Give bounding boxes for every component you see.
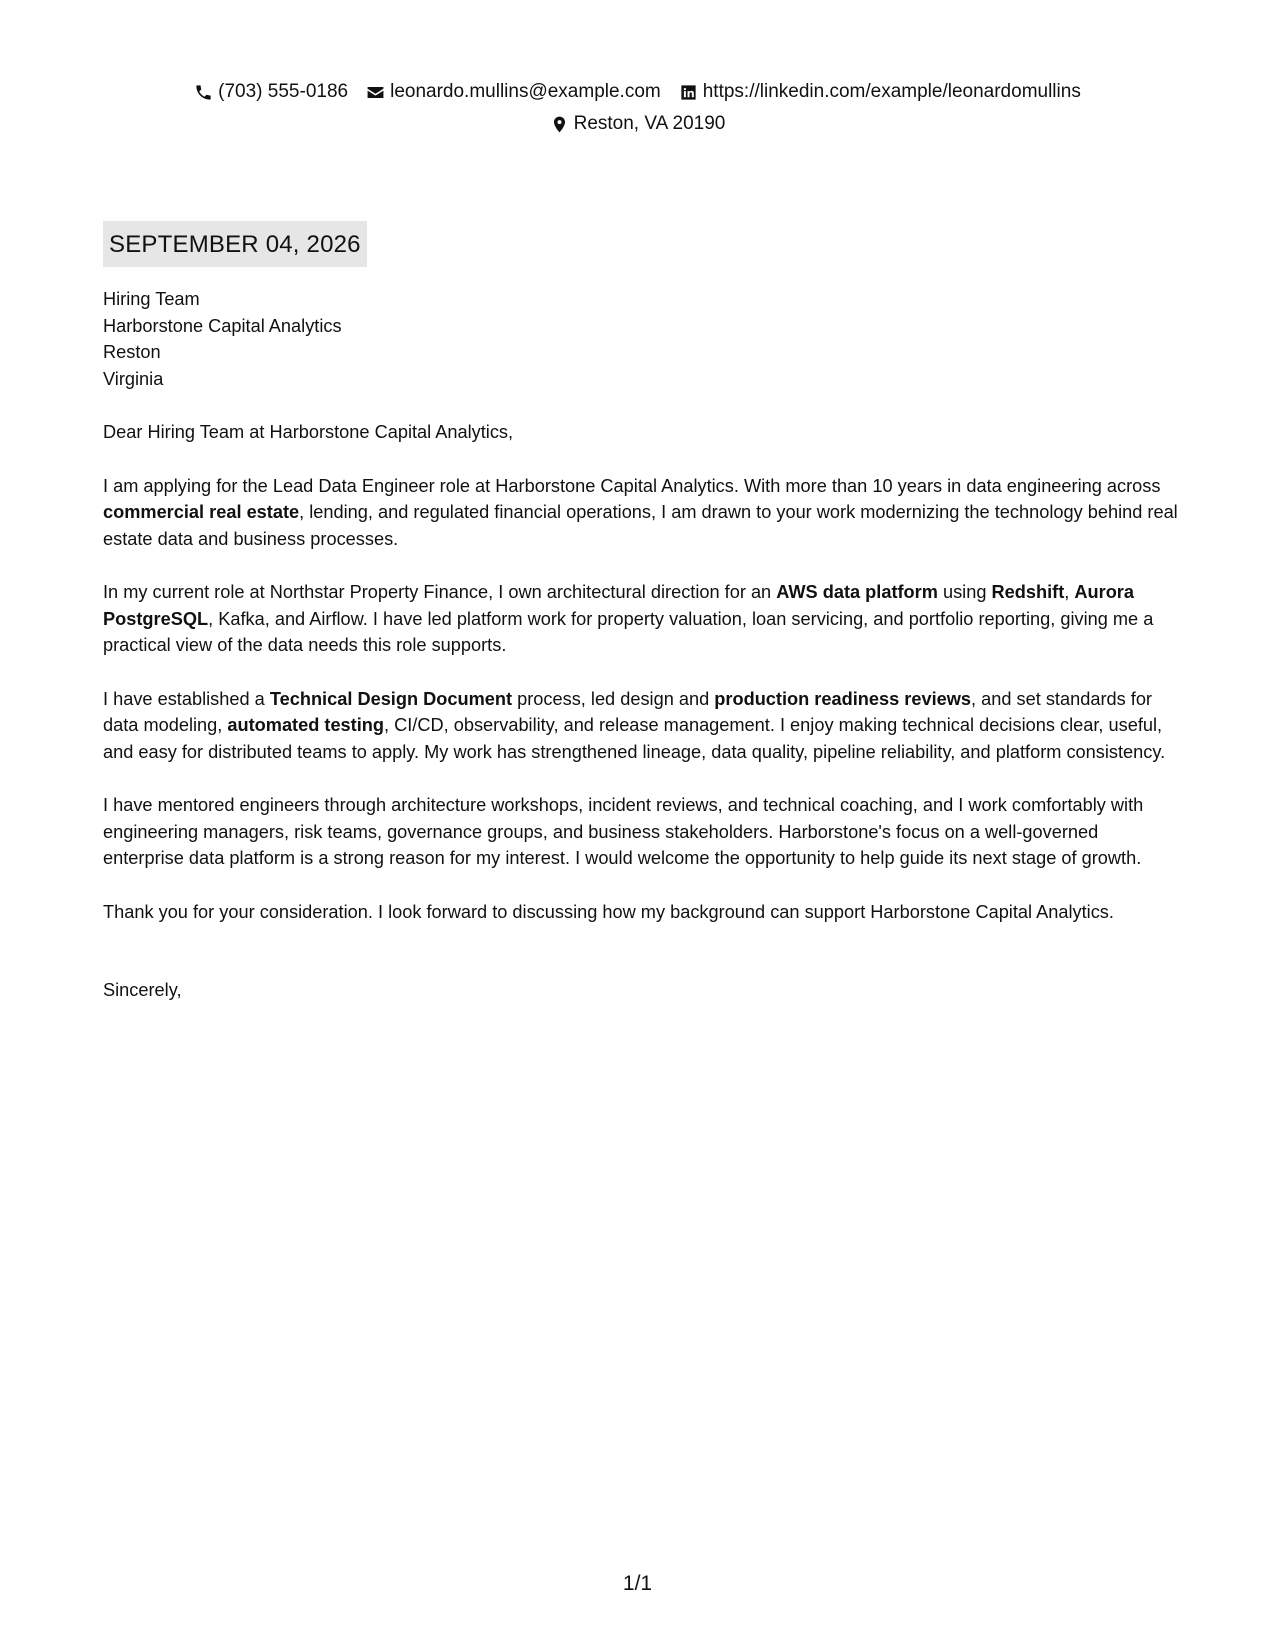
recipient-company: Harborstone Capital Analytics [103, 315, 342, 336]
contact-line-primary [0, 76, 1275, 108]
paragraph-current-role-text-4: , Kafka, and Airflow. I have led platform work for property valuation, loan servicing, and portfolio reporting, giving me a practical view of the data needs this role supports. [103, 608, 1154, 655]
signoff: Sincerely, [103, 980, 182, 1000]
paragraph-standards-text-3: , and set standards for data modeling, [103, 688, 1152, 735]
phone-icon [194, 83, 213, 102]
paragraph-current-role [103, 579, 1183, 659]
recipient-city: Reston [103, 342, 161, 362]
location-text: Reston, VA 20190 [573, 113, 726, 134]
paragraph-standards-bold-1: Technical Design Document [269, 688, 513, 709]
linkedin-text[interactable]: https://linkedin.com/example/leonardomullins [702, 81, 1081, 102]
map-marker-icon [550, 115, 569, 134]
letter-body [103, 286, 1183, 1004]
contact-linkedin[interactable] [679, 76, 1081, 108]
contact-line-secondary [0, 108, 1275, 140]
paragraph-intro-text-1: I am applying for the Lead Data Engineer role at Harborstone Capital Analytics. With more than 10 years in data engineering across [103, 475, 1161, 496]
paragraph-intro-text-2: , lending, and regulated financial operations, I am drawn to your work modernizing the technology behind real estate data and business processes. [103, 502, 1178, 549]
paragraph-standards [103, 686, 1183, 766]
email-text[interactable]: leonardo.mullins@example.com [390, 81, 661, 102]
paragraph-mentoring: I have mentored engineers through architecture workshops, incident reviews, and technical coaching, and I work comfortably with engineering managers, risk teams, governance groups, and business stakeholders. Harborstone's focus on a well-governed enterprise data platform is a strong reason for my interest. I would welcome the opportunity to help guide its next stage of growth. [103, 795, 1144, 868]
contact-phone [194, 76, 348, 108]
contact-email[interactable] [366, 76, 661, 108]
linkedin-icon [679, 83, 698, 102]
recipient-state: Virginia [103, 368, 164, 389]
paragraph-current-role-text-1: In my current role at Northstar Property Finance, I own architectural direction for an [103, 582, 777, 602]
paragraph-current-role-bold-2: Redshift [991, 582, 1065, 602]
paragraph-standards-text-1: I have established a [103, 688, 270, 709]
page-number: 1/1 [622, 1572, 653, 1595]
salutation: Dear Hiring Team at Harborstone Capital Analytics, [103, 422, 514, 442]
paragraph-standards-text-4: , CI/CD, observability, and release management. I enjoy making technical decisions clear, useful, and easy for distributed teams to apply. My work has strengthened lineage, data quality, pipeline reliability, and platform consistency. [103, 715, 1166, 762]
contact-location [550, 108, 726, 140]
paragraph-current-role-bold-1: AWS data platform [776, 582, 938, 602]
paragraph-standards-bold-3: automated testing [227, 715, 385, 735]
paragraph-current-role-text-2: using [937, 582, 992, 602]
paragraph-current-role-text-3: , [1064, 582, 1075, 602]
letter-date: SEPTEMBER 04, 2026 [103, 221, 367, 267]
contact-header [0, 76, 1275, 140]
phone-text: (703) 555-0186 [218, 81, 349, 102]
paragraph-standards-text-2: process, led design and [512, 688, 715, 709]
paragraph-closing: Thank you for your consideration. I look forward to discussing how my background can support Harborstone Capital Analytics. [103, 901, 1114, 922]
envelope-icon [366, 83, 385, 102]
paragraph-standards-bold-2: production readiness reviews [714, 688, 972, 709]
paragraph-current-role-bold-3: Aurora PostgreSQL [103, 582, 1134, 629]
paragraph-intro-bold-1: commercial real estate [103, 502, 300, 522]
paragraph-intro [103, 473, 1183, 553]
recipient-name: Hiring Team [103, 289, 200, 309]
recipient-block [103, 286, 1183, 392]
